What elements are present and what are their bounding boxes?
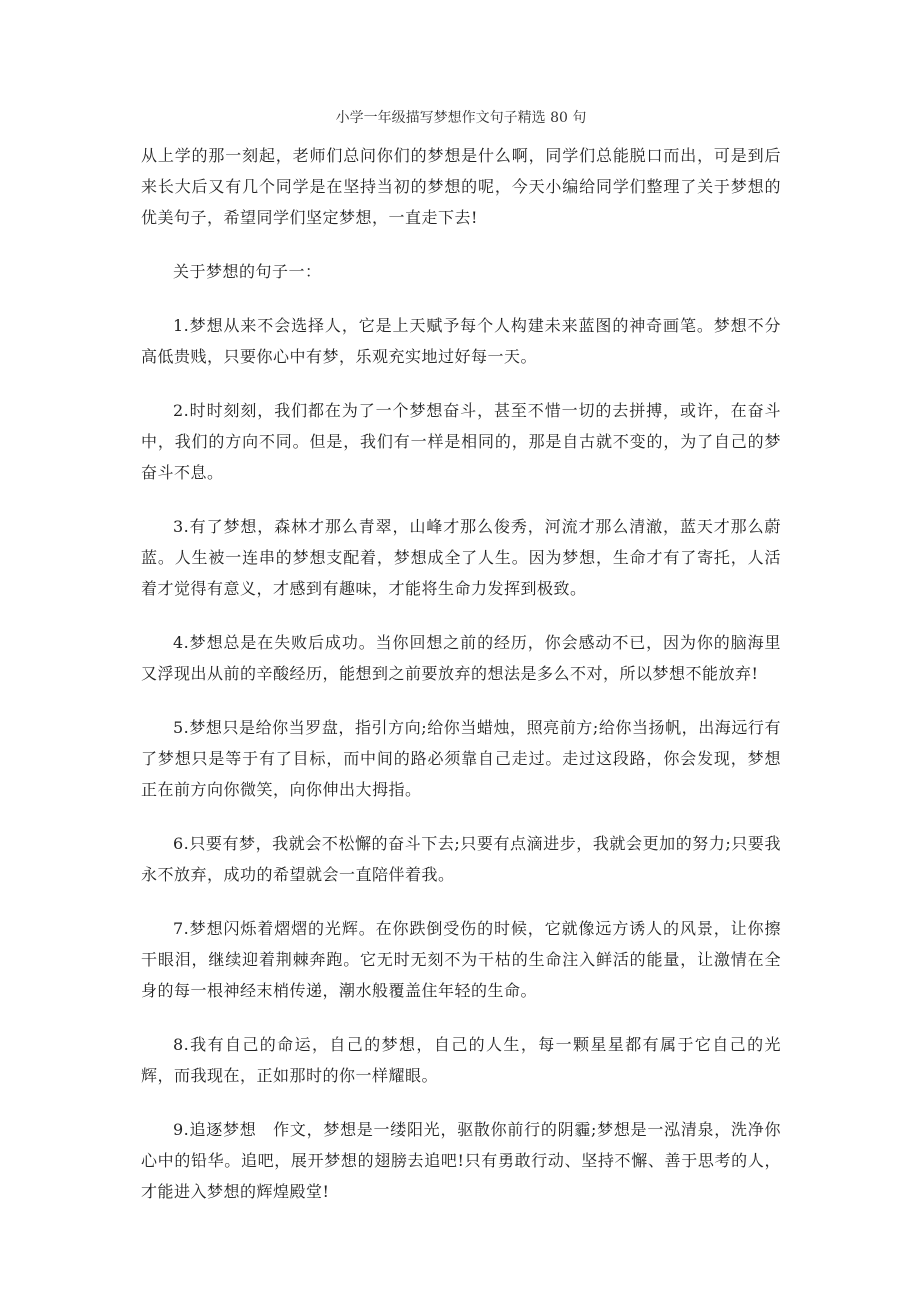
sentence-item-9: 9.追逐梦想 作文，梦想是一缕阳光，驱散你前行的阴霾;梦想是一泓清泉，洗净你心中的铅华。追吧，展开梦想的翅膀去追吧!只有勇敢行动、坚持不懈、善于思考的人，才能进入梦想的辉煌殿堂! <box>141 1120 781 1201</box>
sentence-item-6: 6.只要有梦，我就会不松懈的奋斗下去;只要有点滴进步，我就会更加的努力;只要我永不放弃，成功的希望就会一直陪伴着我。 <box>141 834 781 884</box>
section-heading: 关于梦想的句子一： <box>173 262 322 281</box>
sentence-item-5: 5.梦想只是给你当罗盘，指引方向;给你当蜡烛，照亮前方;给你当扬帆，出海远行有了梦想只是等于有了目标，而中间的路必须靠自己走过。走过这段路，你会发现，梦想正在前方向你微笑，向你伸出大拇指。 <box>141 718 781 799</box>
sentence-item-7: 7.梦想闪烁着熠熠的光辉。在你跌倒受伤的时候，它就像远方诱人的风景，让你擦干眼泪，继续迎着荆棘奔跑。它无时无刻不为干枯的生命注入鲜活的能量，让激情在全身的每一根神经末梢传递，潮水般覆盖住年轻的生命。 <box>141 919 781 1000</box>
sentence-item-1: 1.梦想从来不会选择人，它是上天赋予每个人构建未来蓝图的神奇画笔。梦想不分高低贵贱，只要你心中有梦，乐观充实地过好每一天。 <box>141 316 781 366</box>
intro-paragraph: 从上学的那一刻起，老师们总问你们的梦想是什么啊，同学们总能脱口而出，可是到后来长大后又有几个同学是在坚持当初的梦想的呢，今天小编给同学们整理了关于梦想的优美句子，希望同学们坚定梦想，一直走下去! <box>141 146 781 227</box>
document-title: 小学一年级描写梦想作文句子精选 80 句 <box>335 110 587 126</box>
sentence-item-8: 8.我有自己的命运，自己的梦想，自己的人生，每一颗星星都有属于它自己的光辉，而我现在，正如那时的你一样耀眼。 <box>141 1035 781 1085</box>
sentence-item-4: 4.梦想总是在失败后成功。当你回想之前的经历，你会感动不已，因为你的脑海里又浮现出从前的辛酸经历，能想到之前要放弃的想法是多么不对，所以梦想不能放弃! <box>141 633 781 683</box>
document-page <box>141 108 781 1230</box>
sentence-item-2: 2.时时刻刻，我们都在为了一个梦想奋斗，甚至不惜一切的去拼搏，或许，在奋斗中，我们的方向不同。但是，我们有一样是相同的，那是自古就不变的，为了自己的梦奋斗不息。 <box>141 401 781 482</box>
sentence-item-3: 3.有了梦想，森林才那么青翠，山峰才那么俊秀，河流才那么清澈，蓝天才那么蔚蓝。人生被一连串的梦想支配着，梦想成全了人生。因为梦想，生命才有了寄托，人活着才觉得有意义，才感到有趣味，才能将生命力发挥到极致。 <box>141 517 781 598</box>
